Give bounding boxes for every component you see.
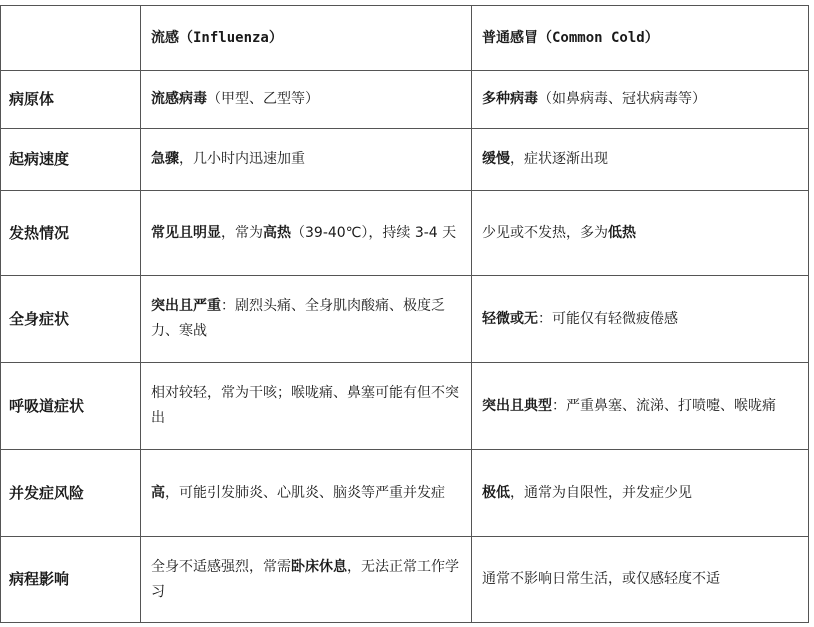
flu-cell: 相对较轻，常为干咳；喉咙痛、鼻塞可能有但不突出 bbox=[141, 363, 472, 450]
flu-text-2: ，无法正常工作学习 bbox=[151, 558, 459, 600]
flu-text: ：剧烈头痛、全身肌肉酸痛、极度乏力、寒战 bbox=[151, 298, 445, 339]
cold-text: ，通常为自限性，并发症少见 bbox=[510, 484, 692, 501]
header-row bbox=[1, 6, 809, 71]
cold-emphasis: 轻微或无 bbox=[482, 310, 538, 327]
row-label: 呼吸道症状 bbox=[1, 363, 141, 450]
table-row bbox=[1, 71, 809, 129]
flu-text-2: （39-40℃），持续 3-4 天 bbox=[291, 224, 457, 241]
flu-emphasis: 高 bbox=[151, 484, 165, 501]
cold-text: ：严重鼻塞、流涕、打喷嚏、喉咙痛 bbox=[552, 397, 776, 414]
cold-emphasis: 突出且典型 bbox=[482, 397, 552, 414]
cold-cell bbox=[472, 71, 809, 129]
table-row bbox=[1, 537, 809, 623]
flu-cell bbox=[141, 276, 472, 363]
table-row bbox=[1, 276, 809, 363]
flu-emphasis: 突出且严重 bbox=[151, 298, 221, 314]
flu-emphasis: 常见且明显 bbox=[151, 224, 221, 241]
table-row bbox=[1, 129, 809, 191]
row-label: 全身症状 bbox=[1, 276, 141, 363]
cold-cell: 通常不影响日常生活，或仅感轻度不适 bbox=[472, 537, 809, 623]
cold-text: ：可能仅有轻微疲倦感 bbox=[538, 310, 678, 327]
flu-text: ，几小时内迅速加重 bbox=[179, 151, 305, 167]
cold-cell bbox=[472, 191, 809, 276]
row-label: 并发症风险 bbox=[1, 450, 141, 537]
cold-text: 少见或不发热，多为 bbox=[482, 224, 608, 241]
cold-cell bbox=[472, 363, 809, 450]
flu-emphasis: 流感病毒 bbox=[151, 91, 207, 107]
flu-cell bbox=[141, 450, 472, 537]
header-corner-cell bbox=[1, 6, 141, 71]
row-label: 发热情况 bbox=[1, 191, 141, 276]
table-row bbox=[1, 450, 809, 537]
header-cold-cell: 普通感冒（Common Cold） bbox=[472, 6, 809, 71]
cold-emphasis: 多种病毒 bbox=[482, 91, 538, 107]
cold-emphasis: 低热 bbox=[608, 224, 636, 241]
table-row bbox=[1, 191, 809, 276]
cold-cell bbox=[472, 450, 809, 537]
cold-text: ，症状逐渐出现 bbox=[510, 151, 608, 167]
row-label: 起病速度 bbox=[1, 129, 141, 191]
flu-text: ，可能引发肺炎、心肌炎、脑炎等严重并发症 bbox=[165, 484, 445, 501]
table-row bbox=[1, 363, 809, 450]
cold-emphasis: 极低 bbox=[482, 484, 510, 501]
flu-cell bbox=[141, 129, 472, 191]
flu-emphasis-2: 高热 bbox=[263, 224, 291, 241]
cold-cell bbox=[472, 276, 809, 363]
cold-emphasis: 缓慢 bbox=[482, 151, 510, 167]
flu-cell bbox=[141, 71, 472, 129]
comparison-table bbox=[0, 5, 809, 623]
flu-emphasis: 卧床休息 bbox=[291, 558, 347, 575]
flu-cell bbox=[141, 537, 472, 623]
flu-emphasis: 急骤 bbox=[151, 151, 179, 167]
cold-text: （如鼻病毒、冠状病毒等） bbox=[538, 91, 706, 107]
row-label: 病原体 bbox=[1, 71, 141, 129]
flu-cell bbox=[141, 191, 472, 276]
flu-text: （甲型、乙型等） bbox=[207, 91, 319, 107]
row-label: 病程影响 bbox=[1, 537, 141, 623]
header-flu-cell: 流感（Influenza） bbox=[141, 6, 472, 71]
flu-text: 全身不适感强烈，常需 bbox=[151, 558, 291, 575]
cold-cell bbox=[472, 129, 809, 191]
flu-text: ，常为 bbox=[221, 224, 263, 241]
